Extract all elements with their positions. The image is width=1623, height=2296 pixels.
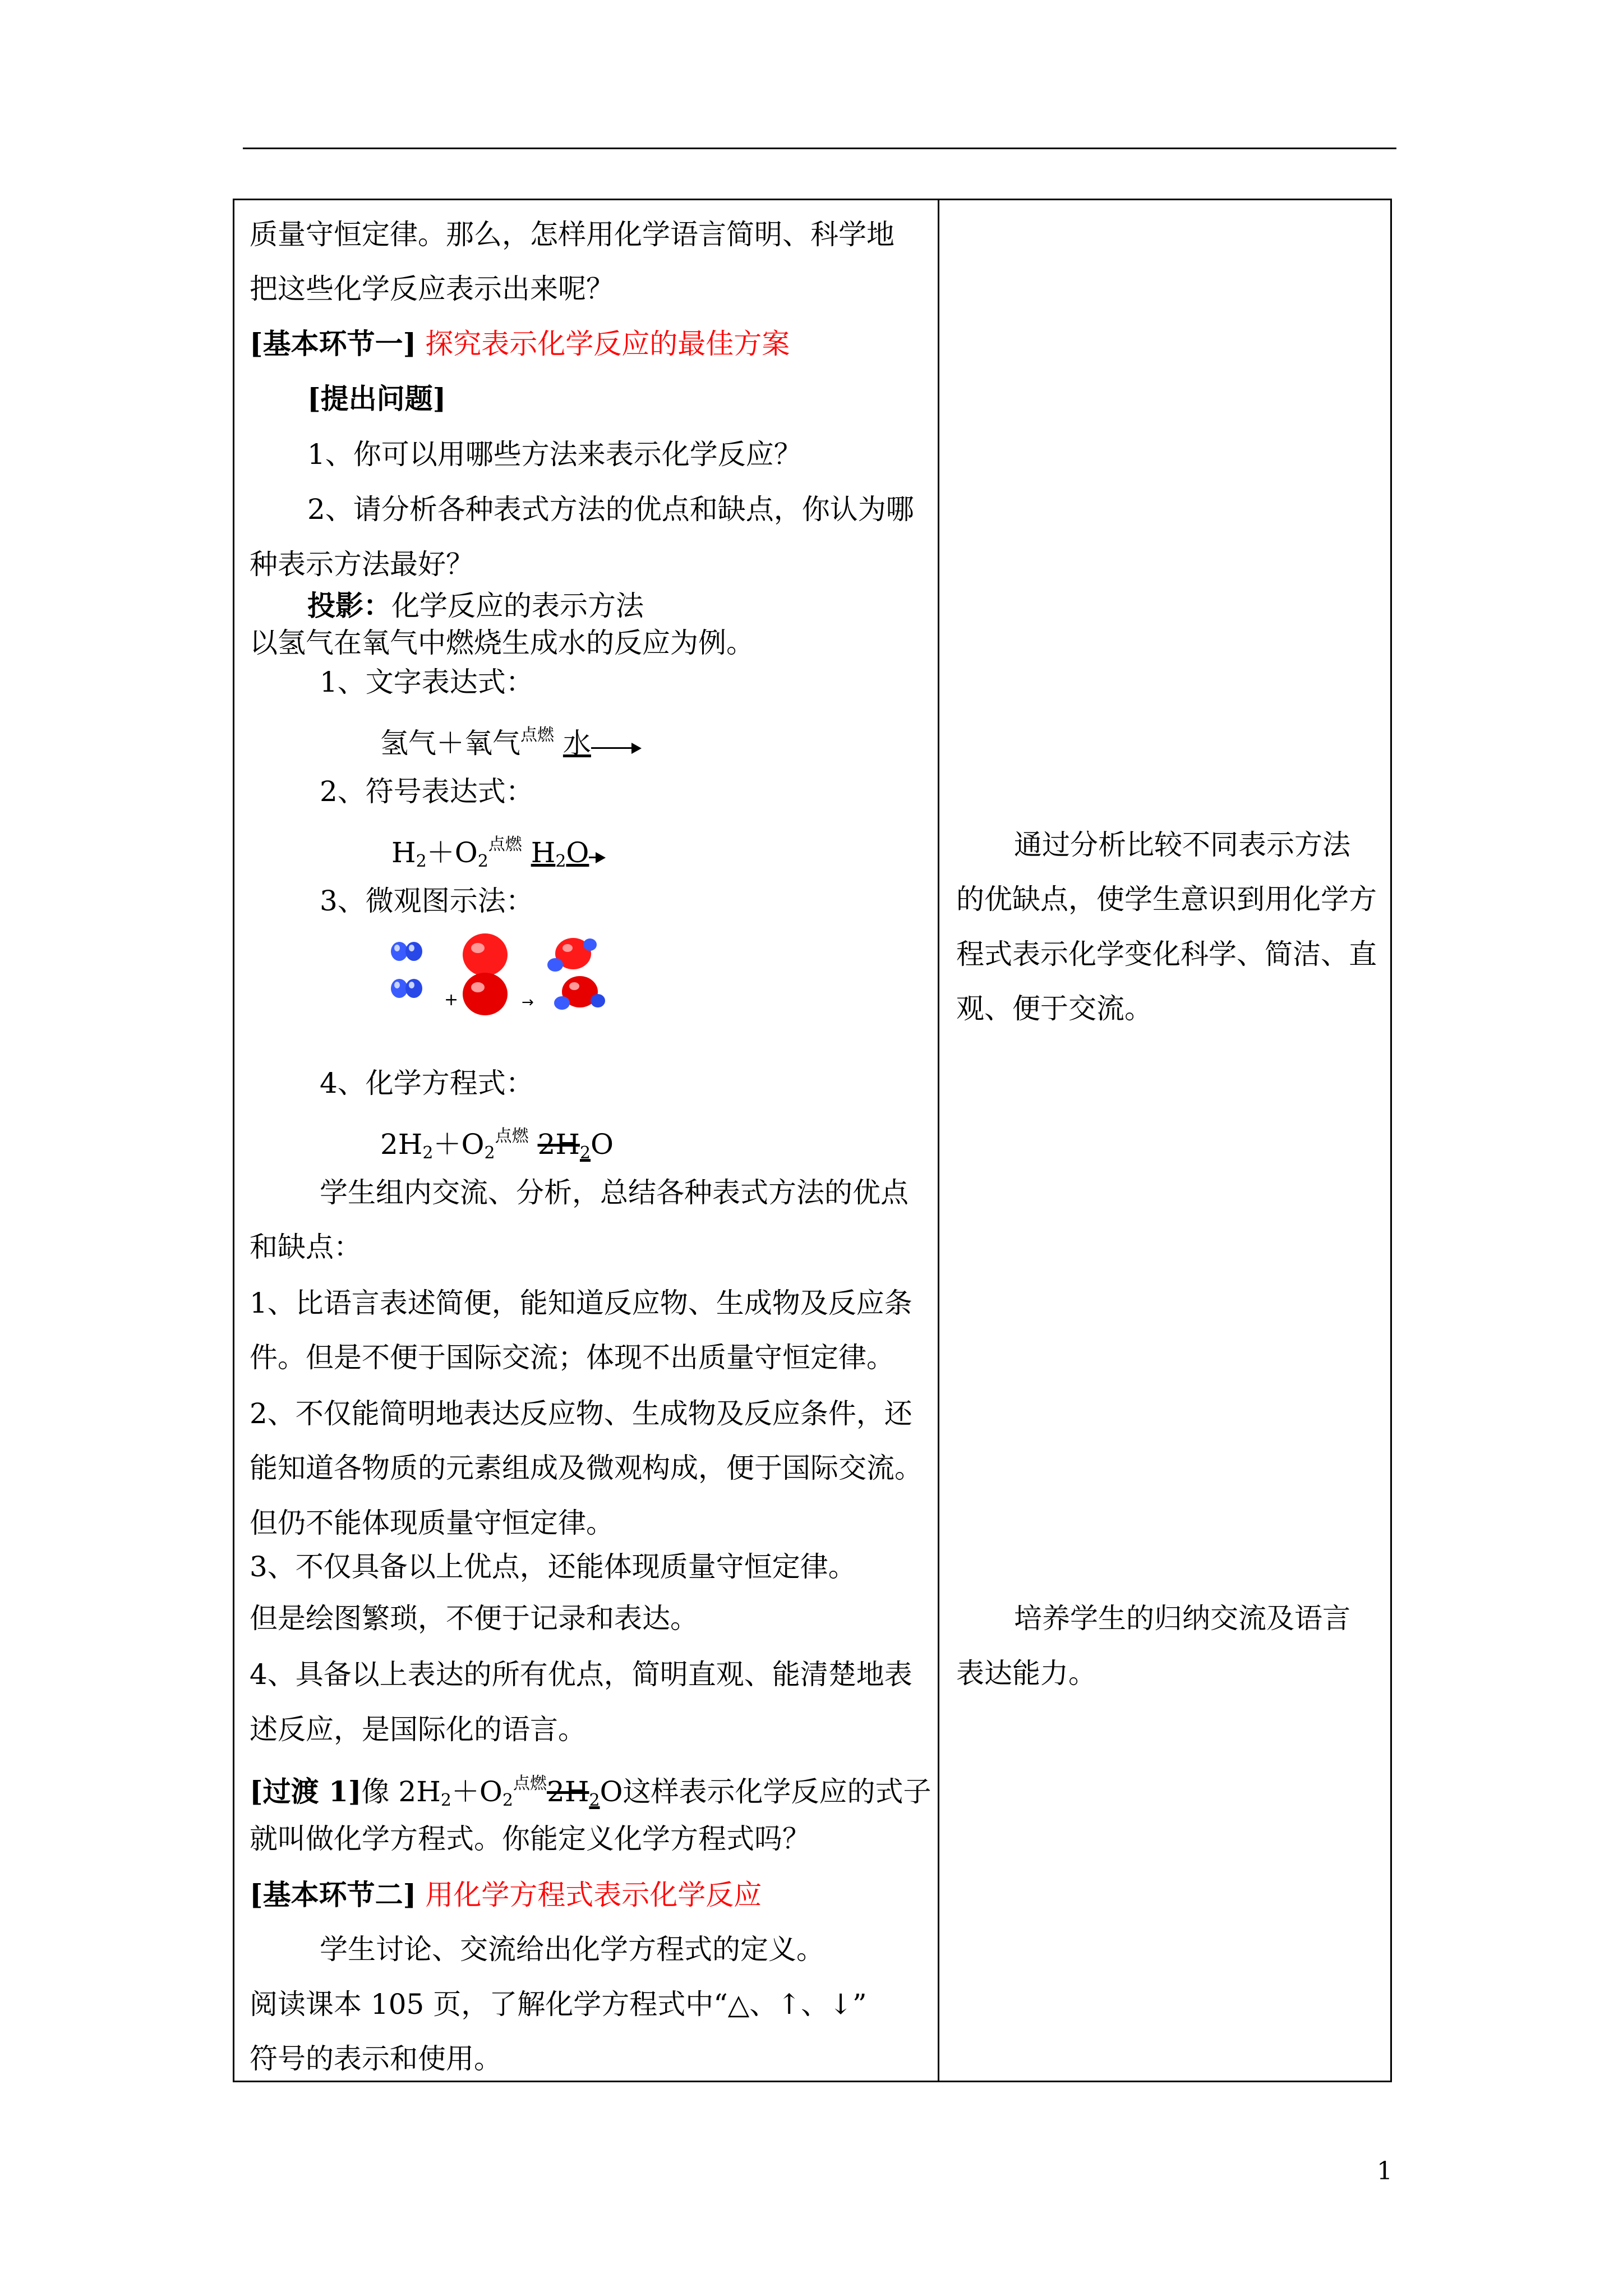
transition-condition: 点燃 bbox=[513, 1774, 547, 1793]
transition-plus-o: ＋O bbox=[451, 1775, 502, 1808]
symbol-o-sub: 2 bbox=[477, 852, 488, 871]
eq-sub-1: 2 bbox=[422, 1143, 434, 1163]
eq-product-2h: 2H bbox=[537, 1128, 580, 1161]
symbol-product-sub: 2 bbox=[555, 852, 566, 871]
comment-1-line-1: 通过分析比较不同表示方法 bbox=[1014, 829, 1350, 861]
chemical-equation bbox=[380, 1118, 614, 1172]
word-equation-condition: 点燃 bbox=[520, 725, 554, 745]
section-1-title: 探究表示化学反应的最佳方案 bbox=[425, 328, 790, 360]
section-2-line-2: 阅读课本 105 页，了解化学方程式中“△、↑、↓” bbox=[250, 1988, 867, 2021]
symbol-product bbox=[531, 836, 589, 869]
question-2-line-2: 种表示方法最好？ bbox=[250, 548, 474, 581]
projection-text: 化学反应的表示方法 bbox=[391, 590, 644, 622]
hydrogen-molecules-icon bbox=[391, 942, 422, 998]
eq-plus-o: ＋O bbox=[433, 1128, 485, 1161]
eq-product bbox=[538, 1128, 591, 1161]
question-label: [提出问题] bbox=[307, 382, 446, 415]
intro-line-2: 把这些化学反应表示出来呢？ bbox=[250, 273, 614, 305]
section-2-line-3: 符号的表示和使用。 bbox=[250, 2042, 502, 2075]
symbol-condition: 点燃 bbox=[488, 835, 522, 854]
eq-product-o: O bbox=[591, 1128, 614, 1161]
symbol-product-h: H bbox=[531, 836, 556, 869]
method-2-label: 2、符号表达式： bbox=[320, 775, 534, 808]
transition-product bbox=[547, 1775, 600, 1808]
symbol-h-sub: 2 bbox=[416, 852, 427, 871]
transition-post: 这样表示化学反应的式子 bbox=[623, 1775, 932, 1808]
point-3-line-2: 但是绘图繁琐，不便于记录和表达。 bbox=[250, 1602, 698, 1635]
water-molecules-icon bbox=[547, 938, 605, 1010]
symbol-product-o: O bbox=[566, 836, 589, 869]
plus-sign: + bbox=[444, 990, 459, 1010]
eq-2h: 2H bbox=[380, 1128, 423, 1161]
question-1: 1、你可以用哪些方法来表示化学反应？ bbox=[307, 438, 802, 471]
section-2-line-1: 学生讨论、交流给出化学方程式的定义。 bbox=[320, 1933, 824, 1966]
point-1-line-1: 1、比语言表述简便，能知道反应物、生成物及反应条 bbox=[250, 1287, 912, 1319]
transition-product-2h: 2H bbox=[547, 1775, 589, 1808]
comment-2-line-2: 表达能力。 bbox=[956, 1657, 1096, 1690]
transition-1-line-2: 就叫做化学方程式。你能定义化学方程式吗？ bbox=[250, 1823, 810, 1855]
transition-sub-1: 2 bbox=[440, 1791, 451, 1810]
point-2-line-1: 2、不仅能简明地表达反应物、生成物及反应条件，还 bbox=[250, 1397, 912, 1430]
transition-sub-2: 2 bbox=[502, 1791, 514, 1810]
section-1-label: [基本环节一] bbox=[250, 327, 417, 360]
eq-product-sub: 2 bbox=[579, 1143, 591, 1163]
symbol-equation bbox=[391, 826, 606, 880]
molecular-diagram-icon bbox=[387, 931, 623, 1027]
intro-line-1: 质量守恒定律。那么，怎样用化学语言简明、科学地 bbox=[250, 218, 895, 251]
comment-1-line-3: 程式表示化学变化科学、简洁、直 bbox=[956, 938, 1377, 970]
point-4-line-2: 述反应，是国际化的语言。 bbox=[250, 1713, 586, 1746]
projection-line bbox=[307, 587, 644, 624]
question-2-line-1: 2、请分析各种表式方法的优点和缺点，你认为哪 bbox=[307, 493, 914, 526]
word-equation-reactants: 氢气＋氧气 bbox=[380, 727, 520, 760]
transition-product-o: O bbox=[600, 1775, 623, 1808]
point-1-line-2: 件。但是不便于国际交流；体现不出质量守恒定律。 bbox=[250, 1341, 895, 1374]
transition-pre: 像 2H bbox=[361, 1775, 441, 1808]
reaction-arrow-icon bbox=[589, 849, 606, 866]
column-divider bbox=[938, 199, 939, 2082]
point-3-line-1: 3、不仅具备以上优点，还能体现质量守恒定律。 bbox=[250, 1550, 856, 1583]
comment-1-line-2: 的优缺点，使学生意识到用化学方 bbox=[956, 883, 1377, 915]
section-2-heading bbox=[250, 1876, 762, 1913]
transition-product-sub: 2 bbox=[589, 1791, 600, 1810]
method-4-label: 4、化学方程式： bbox=[320, 1067, 534, 1099]
symbol-h: H bbox=[391, 836, 416, 869]
example-line: 以氢气在氧气中燃烧生成水的反应为例。 bbox=[250, 627, 754, 659]
section-2-title: 用化学方程式表示化学反应 bbox=[425, 1879, 762, 1911]
comment-2-line-1: 培养学生的归纳交流及语言 bbox=[1014, 1602, 1350, 1635]
discussion-line-2: 和缺点： bbox=[250, 1231, 362, 1263]
arrow-sign: → bbox=[522, 994, 534, 1011]
projection-label: 投影： bbox=[307, 589, 391, 622]
symbol-plus-o: ＋O bbox=[426, 836, 478, 869]
section-1-heading bbox=[250, 325, 790, 362]
reaction-arrow-icon bbox=[591, 739, 642, 756]
eq-sub-2: 2 bbox=[484, 1143, 495, 1163]
header-rule bbox=[243, 148, 1396, 149]
discussion-line-1: 学生组内交流、分析，总结各种表式方法的优点 bbox=[320, 1176, 909, 1209]
page-number: 1 bbox=[1377, 2157, 1393, 2185]
word-equation bbox=[380, 717, 642, 762]
point-2-line-2: 能知道各物质的元素组成及微观构成，便于国际交流。 bbox=[250, 1452, 923, 1484]
comment-1-line-4: 观、便于交流。 bbox=[956, 992, 1152, 1025]
word-equation-product: 水 bbox=[562, 727, 591, 760]
point-2-line-3: 但仍不能体现质量守恒定律。 bbox=[250, 1507, 614, 1539]
transition-1-line-1 bbox=[250, 1765, 932, 1819]
eq-condition: 点燃 bbox=[495, 1126, 529, 1146]
method-1-label: 1、文字表达式： bbox=[320, 666, 534, 698]
transition-label: [过渡 1] bbox=[250, 1775, 362, 1808]
oxygen-molecule-icon bbox=[463, 933, 508, 1015]
method-3-label: 3、微观图示法： bbox=[320, 885, 534, 917]
section-2-label: [基本环节二] bbox=[250, 1878, 417, 1911]
point-4-line-1: 4、具备以上表达的所有优点，简明直观、能清楚地表 bbox=[250, 1658, 912, 1691]
